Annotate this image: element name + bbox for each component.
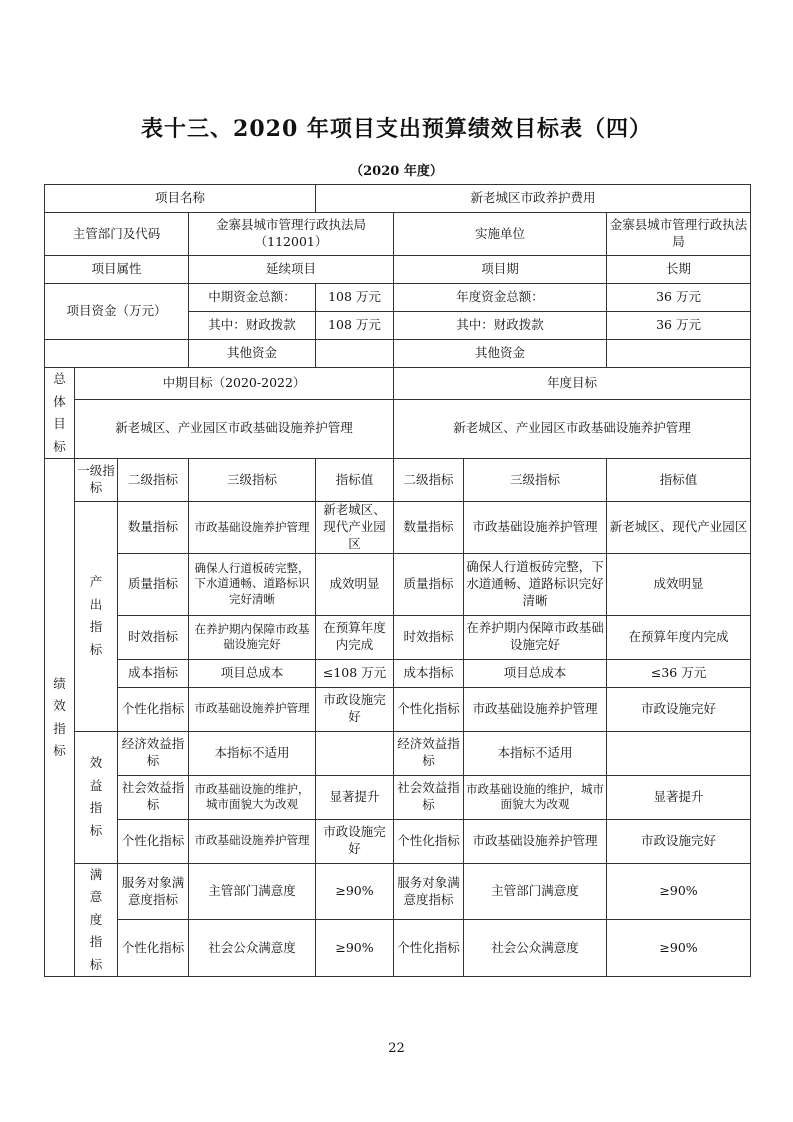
year-goal-text: 新老城区、产业园区市政基础设施养护管理 <box>394 399 751 458</box>
value-year-cell: 新老城区、现代产业园区 <box>607 502 751 554</box>
dept-value: 金寨县城市管理行政执法局（112001） <box>189 213 394 256</box>
level2-year-cell: 经济效益指标 <box>394 731 464 775</box>
level3-cell: 主管部门满意度 <box>189 863 316 920</box>
funds-row-1 <box>45 284 751 312</box>
header-value: 指标值 <box>316 459 394 502</box>
level3-cell: 市政基础设施养护管理 <box>189 687 316 731</box>
level2-cell: 社会效益指标 <box>118 775 189 819</box>
value-year-cell: 市政设施完好 <box>607 687 751 731</box>
level3-year-cell: 市政基础设施的维护，城市面貌大为改观 <box>464 775 607 819</box>
level2-cell: 经济效益指标 <box>118 731 189 775</box>
level3-cell: 市政基础设施养护管理 <box>189 819 316 863</box>
year-total-value: 36 万元 <box>607 284 751 312</box>
level3-cell: 社会公众满意度 <box>189 920 316 977</box>
funds-label: 项目资金（万元） <box>45 284 189 340</box>
value-year-cell: 显著提升 <box>607 775 751 819</box>
mid-fiscal-label: 其中：财政拨款 <box>189 312 316 340</box>
level2-year-cell: 数量指标 <box>394 502 464 554</box>
level3-year-cell: 项目总成本 <box>464 659 607 687</box>
level3-cell: 市政基础设施养护管理 <box>189 502 316 554</box>
value-year-cell <box>607 731 751 775</box>
level3-year-cell: 市政基础设施养护管理 <box>464 502 607 554</box>
table-row <box>45 502 751 554</box>
value-cell: ≤108 万元 <box>316 659 394 687</box>
year-subtitle: （2020 年度） <box>350 164 443 179</box>
value-cell: 显著提升 <box>316 775 394 819</box>
table-row <box>45 553 751 615</box>
level2-year-cell: 个性化指标 <box>394 687 464 731</box>
table-row <box>45 659 751 687</box>
level2-cell: 数量指标 <box>118 502 189 554</box>
impl-value: 金寨县城市管理行政执法局 <box>607 213 751 256</box>
table-row <box>45 775 751 819</box>
level3-year-cell: 本指标不适用 <box>464 731 607 775</box>
value-year-cell: 在预算年度内完成 <box>607 615 751 659</box>
level2-cell: 个性化指标 <box>118 819 189 863</box>
level3-cell: 确保人行道板砖完整，下水道通畅、道路标识完好清晰 <box>189 553 316 615</box>
attr-value: 延续项目 <box>189 256 394 284</box>
project-name-value: 新老城区市政养护费用 <box>316 185 751 213</box>
level3-year-cell: 在养护期内保障市政基础设施完好 <box>464 615 607 659</box>
project-name-label: 项目名称 <box>45 185 316 213</box>
project-name-row <box>45 185 751 213</box>
header-level2-year: 二级指标 <box>394 459 464 502</box>
level2-cell: 服务对象满意度指标 <box>118 863 189 920</box>
level2-cell: 个性化指标 <box>118 687 189 731</box>
header-level1: 一级指标 <box>75 459 118 502</box>
budget-performance-table <box>44 184 751 977</box>
attr-label: 项目属性 <box>45 256 189 284</box>
dept-label: 主管部门及代码 <box>45 213 189 256</box>
value-cell: 市政设施完好 <box>316 819 394 863</box>
value-year-cell: ≥90% <box>607 920 751 977</box>
header-level3: 三级指标 <box>189 459 316 502</box>
attr-row <box>45 256 751 284</box>
group-satisfaction-label: 满意度指标 <box>75 863 118 977</box>
other-funds-label-2: 其他资金 <box>394 340 607 368</box>
header-value-year: 指标值 <box>607 459 751 502</box>
table-row <box>45 731 751 775</box>
level2-year-cell: 服务对象满意度指标 <box>394 863 464 920</box>
value-cell: 在预算年度内完成 <box>316 615 394 659</box>
level2-cell: 质量指标 <box>118 553 189 615</box>
level2-year-cell: 社会效益指标 <box>394 775 464 819</box>
funds-row-3 <box>45 340 751 368</box>
group-output-label: 产出指标 <box>75 502 118 732</box>
year-goal-header: 年度目标 <box>394 368 751 400</box>
mid-goal-header: 中期目标（2020-2022） <box>75 368 394 400</box>
page-title: 表十三、2020 年项目支出预算绩效目标表（四） <box>141 116 652 142</box>
level3-year-cell: 市政基础设施养护管理 <box>464 687 607 731</box>
mid-total-label: 中期资金总额： <box>189 284 316 312</box>
value-cell: ≥90% <box>316 863 394 920</box>
level3-year-cell: 确保人行道板砖完整，下水道通畅、道路标识完好清晰 <box>464 553 607 615</box>
mid-fiscal-value: 108 万元 <box>316 312 394 340</box>
header-level3-year: 三级指标 <box>464 459 607 502</box>
goals-text-row <box>45 399 751 458</box>
page-number: 22 <box>388 1041 405 1056</box>
value-year-cell: ≤36 万元 <box>607 659 751 687</box>
year-fiscal-label: 其中：财政拨款 <box>394 312 607 340</box>
level2-year-cell: 个性化指标 <box>394 819 464 863</box>
value-year-cell: ≥90% <box>607 863 751 920</box>
year-total-label: 年度资金总额： <box>394 284 607 312</box>
impl-label: 实施单位 <box>394 213 607 256</box>
level3-year-cell: 社会公众满意度 <box>464 920 607 977</box>
value-cell: ≥90% <box>316 920 394 977</box>
period-label: 项目期 <box>394 256 607 284</box>
other-funds-label: 其他资金 <box>189 340 316 368</box>
level3-cell: 项目总成本 <box>189 659 316 687</box>
mid-goal-text: 新老城区、产业园区市政基础设施养护管理 <box>75 399 394 458</box>
dept-row <box>45 213 751 256</box>
mid-total-value: 108 万元 <box>316 284 394 312</box>
level3-cell: 本指标不适用 <box>189 731 316 775</box>
level2-cell: 成本指标 <box>118 659 189 687</box>
table-row <box>45 863 751 920</box>
level2-year-cell: 时效指标 <box>394 615 464 659</box>
level3-year-cell: 主管部门满意度 <box>464 863 607 920</box>
table-row <box>45 615 751 659</box>
period-value: 长期 <box>607 256 751 284</box>
indicator-header-row <box>45 459 751 502</box>
value-cell <box>316 731 394 775</box>
level2-year-cell: 成本指标 <box>394 659 464 687</box>
level2-cell: 时效指标 <box>118 615 189 659</box>
value-cell: 成效明显 <box>316 553 394 615</box>
level3-cell: 在养护期内保障市政基础设施完好 <box>189 615 316 659</box>
level2-year-cell: 质量指标 <box>394 553 464 615</box>
value-year-cell: 成效明显 <box>607 553 751 615</box>
goals-label: 总体目标 <box>45 368 75 459</box>
group-benefit-label: 效益指标 <box>75 731 118 863</box>
level3-year-cell: 市政基础设施养护管理 <box>464 819 607 863</box>
goals-header-row <box>45 368 751 400</box>
value-year-cell: 市政设施完好 <box>607 819 751 863</box>
value-cell: 新老城区、现代产业园区 <box>316 502 394 554</box>
table-row <box>45 920 751 977</box>
level3-cell: 市政基础设施的维护，城市面貌大为改观 <box>189 775 316 819</box>
header-level2: 二级指标 <box>118 459 189 502</box>
value-cell: 市政设施完好 <box>316 687 394 731</box>
table-row <box>45 687 751 731</box>
level2-year-cell: 个性化指标 <box>394 920 464 977</box>
table-row <box>45 819 751 863</box>
level2-cell: 个性化指标 <box>118 920 189 977</box>
perf-label: 绩效指标 <box>45 459 75 977</box>
year-fiscal-value: 36 万元 <box>607 312 751 340</box>
